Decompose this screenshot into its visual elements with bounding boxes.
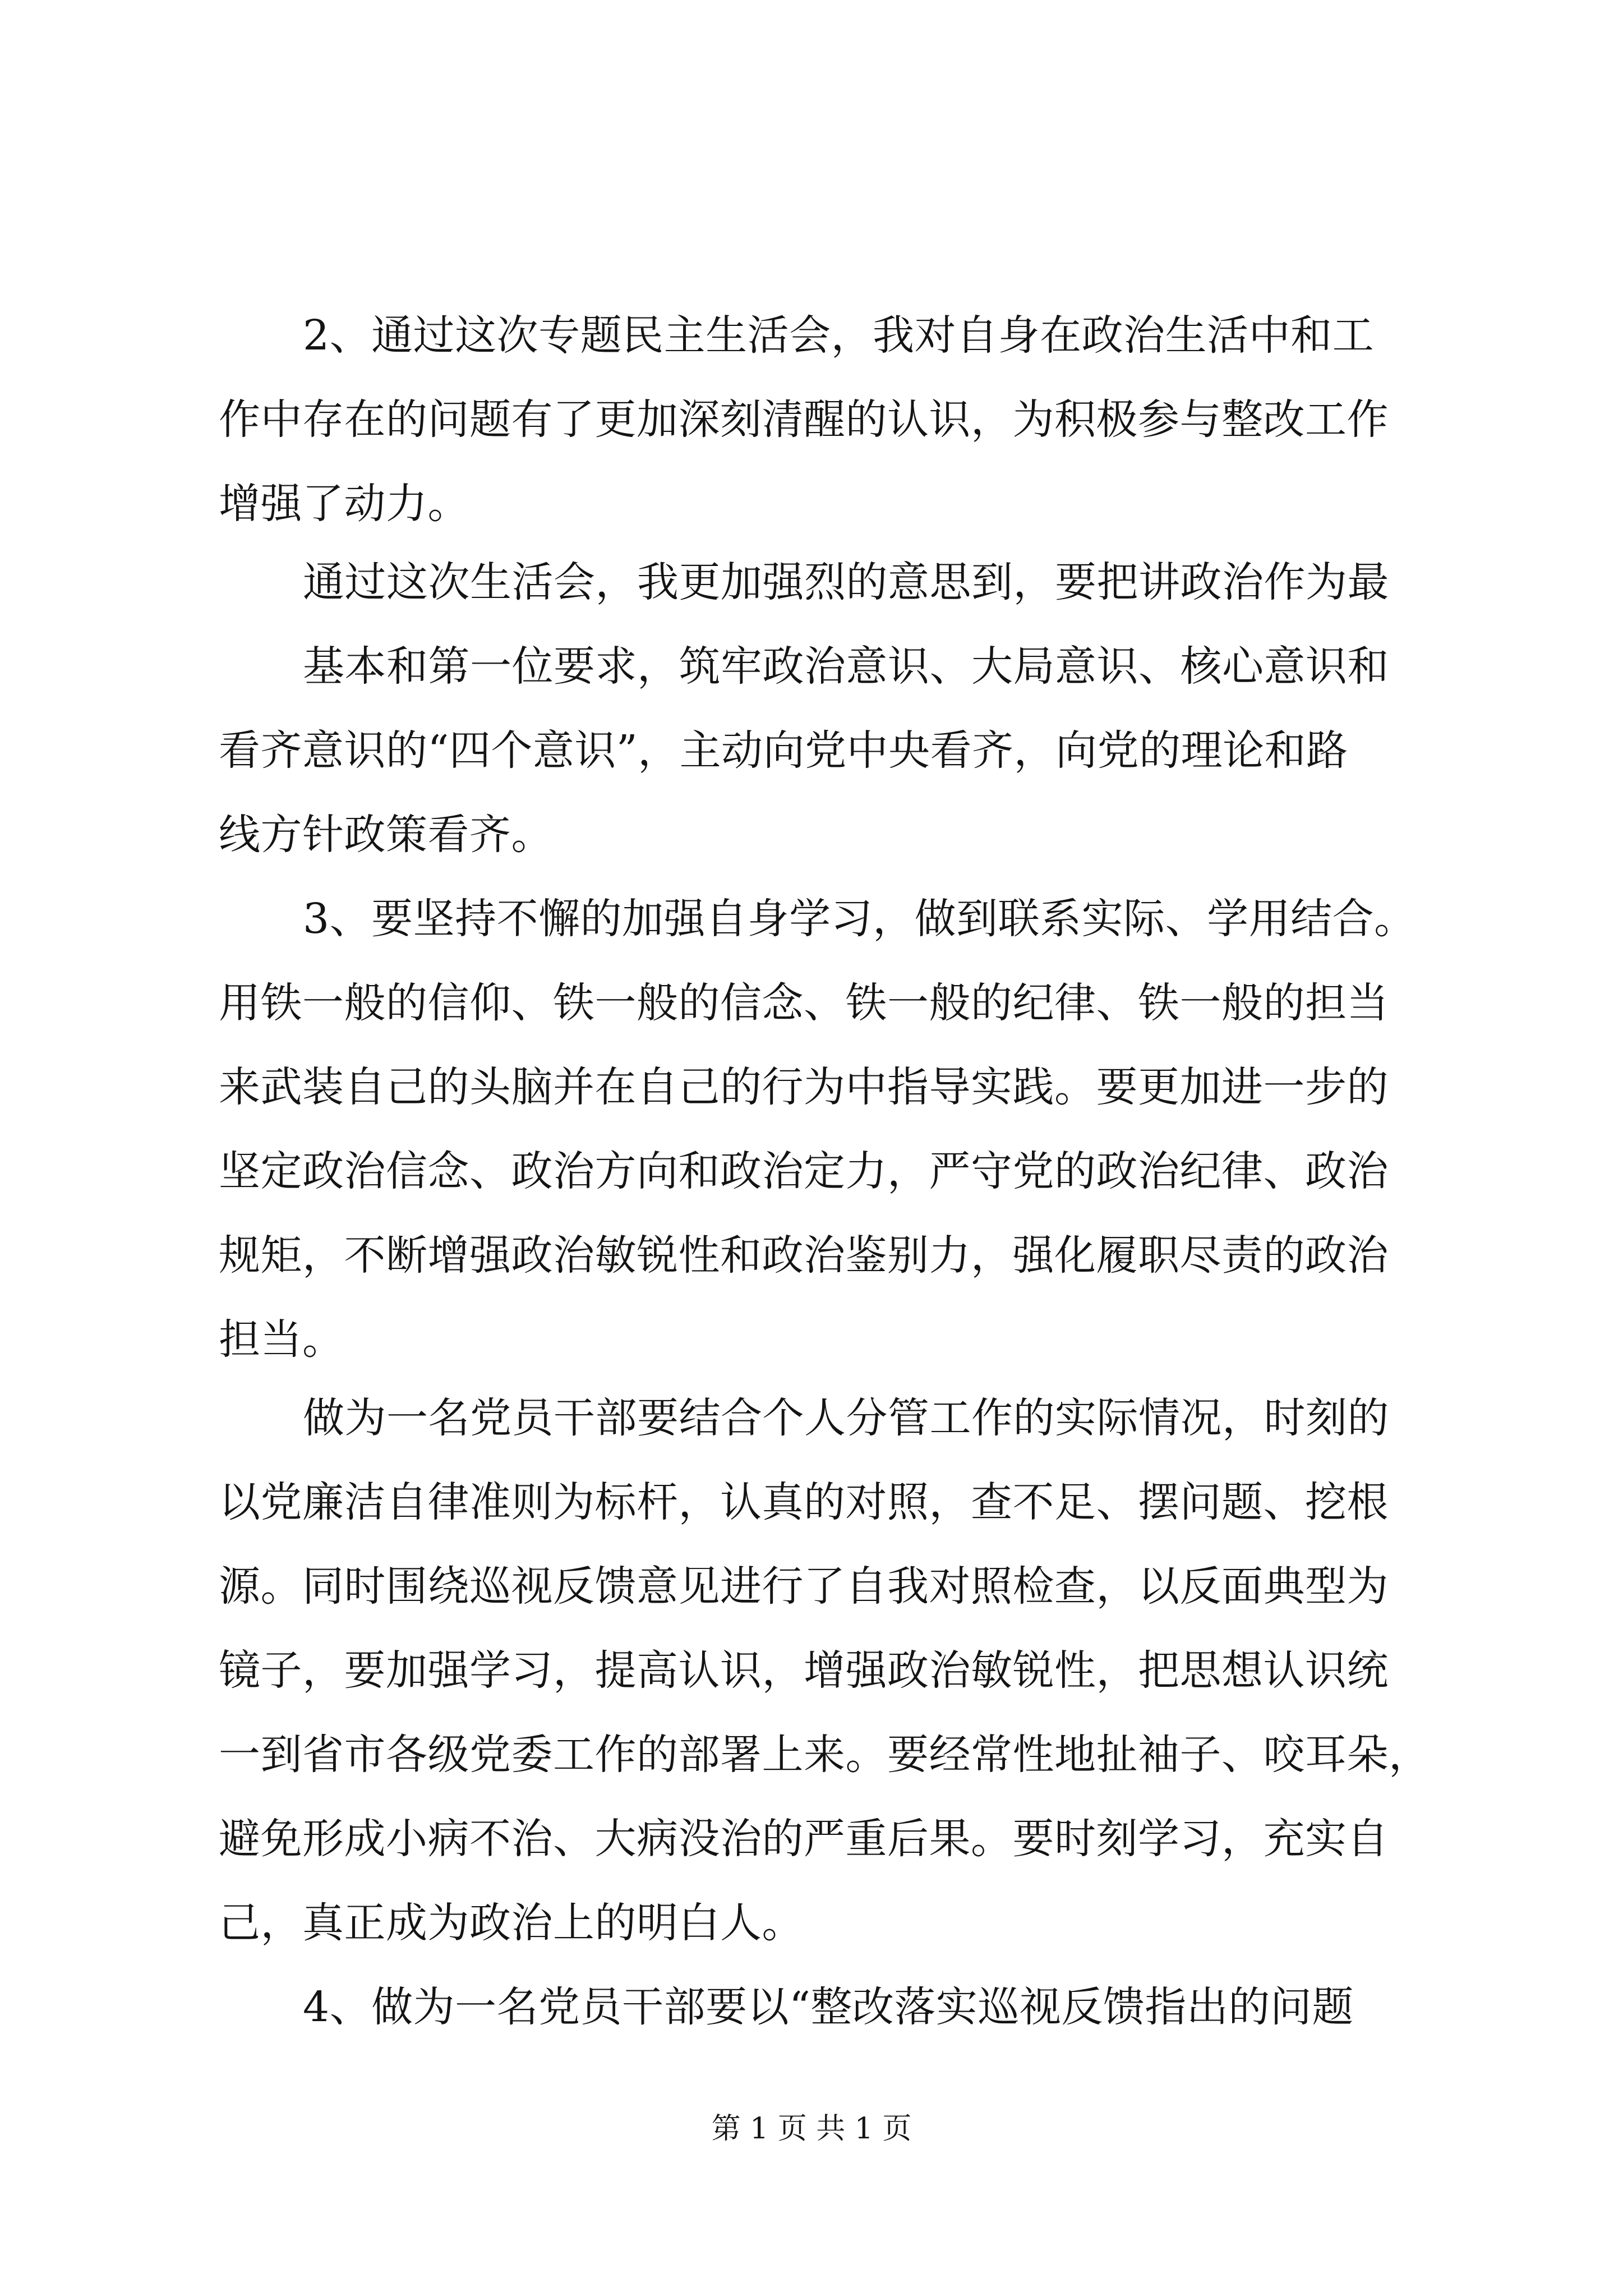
paragraph-line: 做为一名党员干部要结合个人分管工作的实际情况，时刻的: [303, 1394, 1389, 1442]
paragraph-line: 己，真正成为政治上的明白人。: [219, 1899, 804, 1947]
paragraph-line: 一到省市各级党委工作的部署上来。要经常性地扯袖子、咬耳朵，: [219, 1731, 1431, 1779]
paragraph-line: 源。同时围绕巡视反馈意见进行了自我对照检查，以反面典型为: [219, 1562, 1389, 1611]
page-footer: 第 1 页 共 1 页: [711, 2112, 912, 2146]
paragraph-line: 镜子，要加强学习，提高认识，增强政治敏锐性，把思想认识统: [219, 1646, 1389, 1695]
paragraph-line: 3、要坚持不懈的加强自身学习，做到联系实际、学用结合。: [303, 895, 1416, 943]
paragraph-line: 作中存在的问题有了更加深刻清醒的认识，为积极参与整改工作: [219, 395, 1389, 444]
paragraph-line: 2、通过这次专题民主生活会，我对自身在政治生活中和工: [303, 311, 1375, 360]
paragraph-line: 用铁一般的信仰、铁一般的信念、铁一般的纪律、铁一般的担当: [219, 979, 1389, 1027]
paragraph-line: 通过这次生活会，我更加强烈的意思到，要把讲政治作为最: [303, 558, 1389, 606]
paragraph-line: 基本和第一位要求，筑牢政治意识、大局意识、核心意识和: [303, 642, 1389, 691]
paragraph-line: 避免形成小病不治、大病没治的严重后果。要时刻学习，充实自: [219, 1815, 1389, 1863]
paragraph-line: 来武装自己的头脑并在自己的行为中指导实践。要更加进一步的: [219, 1063, 1389, 1111]
paragraph-line: 以党廉洁自律准则为标杆，认真的对照，查不足、摆问题、挖根: [219, 1478, 1389, 1526]
paragraph-line: 看齐意识的“四个意识”，主动向党中央看齐，向党的理论和路: [219, 726, 1348, 775]
paragraph-line: 坚定政治信念、政治方向和政治定力，严守党的政治纪律、政治: [219, 1147, 1389, 1195]
paragraph-line: 增强了动力。: [219, 480, 469, 528]
paragraph-line: 规矩，不断增强政治敏锐性和政治鉴别力，强化履职尽责的政治: [219, 1231, 1389, 1280]
paragraph-line: 线方针政策看齐。: [219, 811, 553, 859]
paragraph-line: 担当。: [219, 1315, 344, 1364]
paragraph-line: 4、做为一名党员干部要以“整改落实巡视反馈指出的问题: [303, 1983, 1354, 2031]
